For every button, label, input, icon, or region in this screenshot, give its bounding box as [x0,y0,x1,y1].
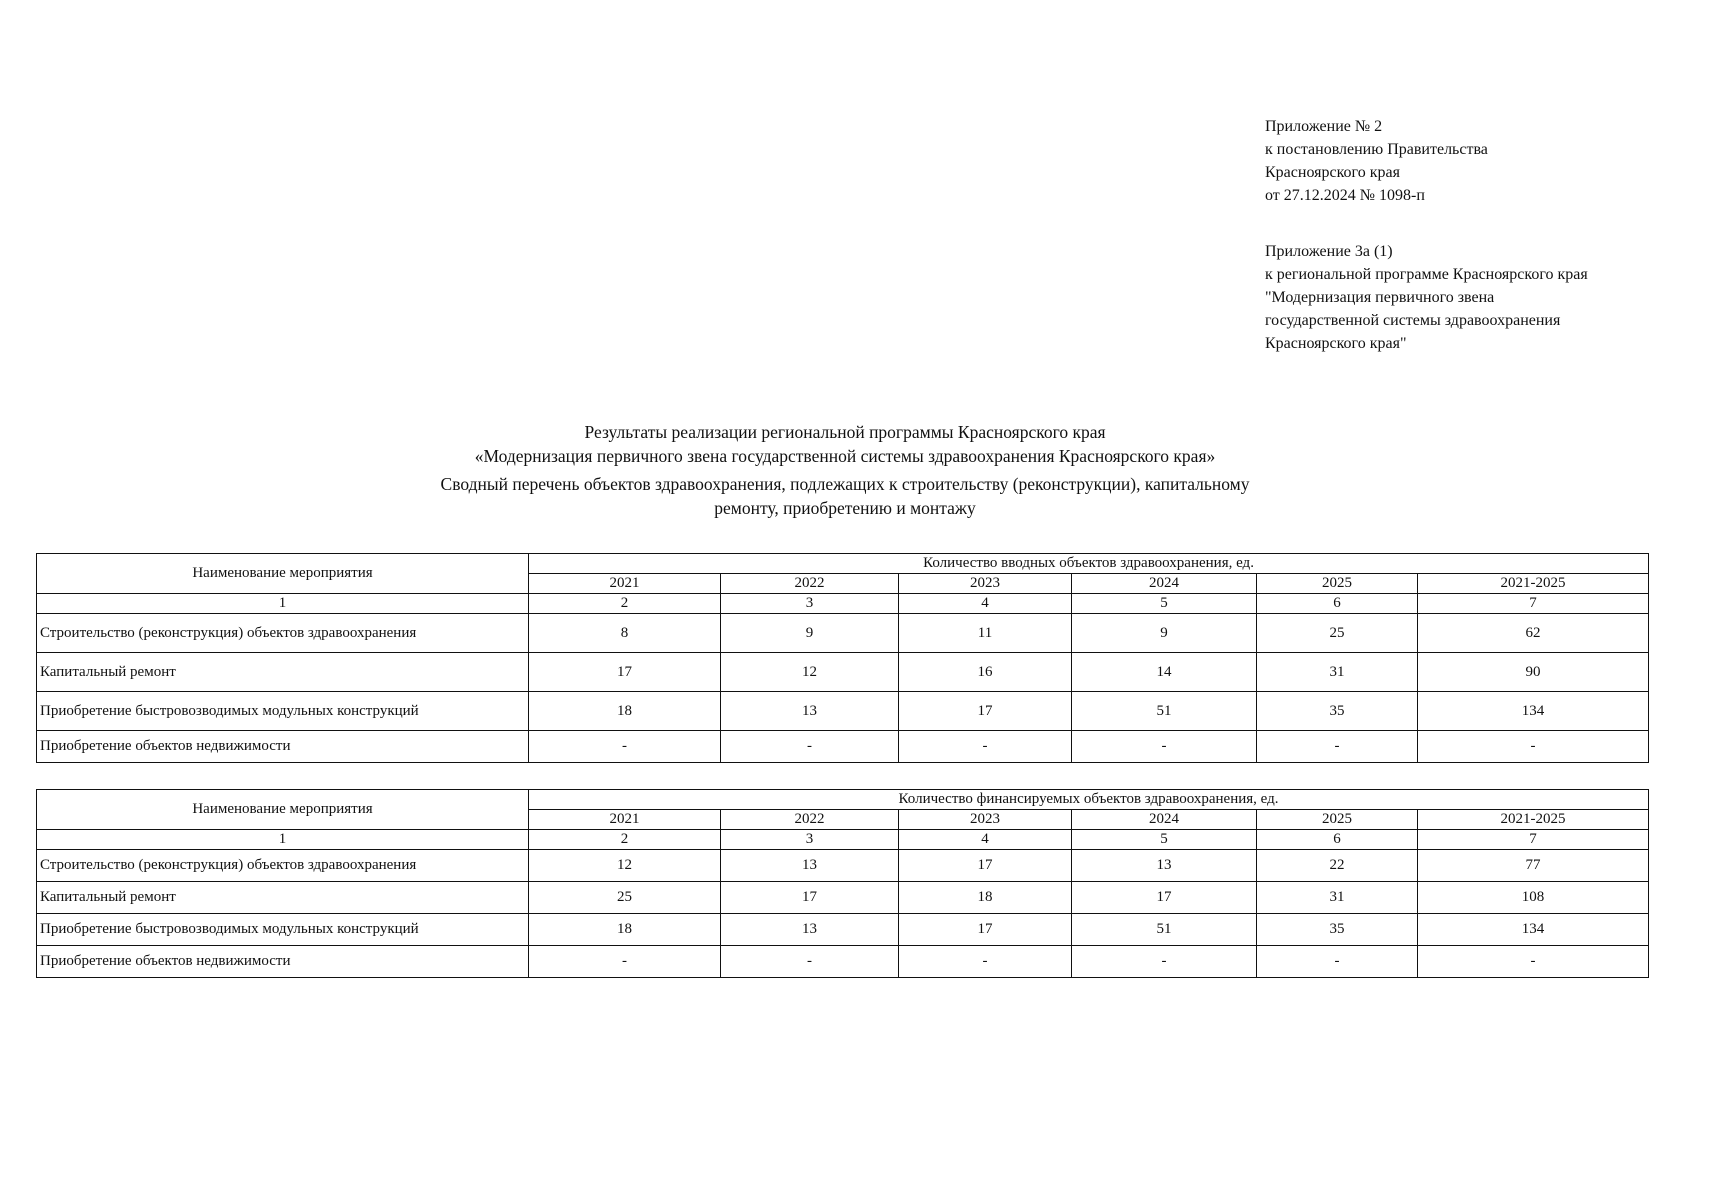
column-number: 7 [1418,830,1649,850]
row-name: Приобретение быстровозводимых модульных конструкций [37,692,529,731]
table-row [37,914,1649,946]
year-header: 2024 [1072,574,1257,594]
row-name: Приобретение объектов недвижимости [37,946,529,978]
cell-value: 17 [1072,882,1257,914]
cell-value: 13 [721,914,899,946]
row-name: Капитальный ремонт [37,653,529,692]
column-number-row [37,830,1649,850]
cell-value: 8 [529,614,721,653]
cell-value: 90 [1418,653,1649,692]
cell-value: 17 [899,850,1072,882]
cell-value: 12 [529,850,721,882]
document-title [300,420,1390,520]
decree-annex-note [1265,115,1488,207]
cell-value: - [721,946,899,978]
column-number: 1 [37,830,529,850]
column-number: 3 [721,830,899,850]
year-header: 2024 [1072,810,1257,830]
cell-value: 22 [1257,850,1418,882]
financed-objects-table [36,789,1649,978]
table-row [37,882,1649,914]
table-row [37,850,1649,882]
cell-value: 77 [1418,850,1649,882]
column-header-name: Наименование мероприятия [37,554,529,594]
annex-line: к постановлению Правительства [1265,141,1488,158]
table-row [37,946,1649,978]
table-row [37,614,1649,653]
cell-value: - [1072,731,1257,763]
group-header: Количество вводных объектов здравоохранения, ед. [529,554,1649,574]
column-number: 6 [1257,830,1418,850]
row-name: Приобретение быстровозводимых модульных конструкций [37,914,529,946]
cell-value: 51 [1072,692,1257,731]
annex-line: "Модернизация первичного звена [1265,289,1495,306]
year-header: 2025 [1257,810,1418,830]
year-header: 2022 [721,574,899,594]
cell-value: 13 [721,850,899,882]
cell-value: - [1418,731,1649,763]
table-row [37,653,1649,692]
table-row [37,731,1649,763]
cell-value: 31 [1257,653,1418,692]
year-header: 2022 [721,810,899,830]
year-header: 2021-2025 [1418,574,1649,594]
year-header: 2021 [529,574,721,594]
column-number: 5 [1072,594,1257,614]
program-annex-note [1265,240,1588,355]
commissioned-objects-table [36,553,1649,763]
column-number: 4 [899,594,1072,614]
row-name: Приобретение объектов недвижимости [37,731,529,763]
cell-value: 18 [899,882,1072,914]
cell-value: 31 [1257,882,1418,914]
cell-value: - [1257,731,1418,763]
cell-value: 12 [721,653,899,692]
cell-value: - [529,946,721,978]
cell-value: 25 [1257,614,1418,653]
cell-value: 14 [1072,653,1257,692]
cell-value: 51 [1072,914,1257,946]
title-line-1: Результаты реализации региональной программы Красноярского края [584,422,1106,442]
cell-value: 17 [899,692,1072,731]
title-line-2: «Модернизация первичного звена государственной системы здравоохранения Красноярского края» [474,446,1216,466]
cell-value: 134 [1418,914,1649,946]
cell-value: 62 [1418,614,1649,653]
cell-value: 17 [721,882,899,914]
group-header: Количество финансируемых объектов здравоохранения, ед. [529,790,1649,810]
cell-value: 18 [529,914,721,946]
cell-value: - [899,946,1072,978]
cell-value: 17 [529,653,721,692]
row-name: Капитальный ремонт [37,882,529,914]
annex-line: Приложение № 2 [1265,118,1383,135]
annex-line: к региональной программе Красноярского края [1265,266,1588,283]
cell-value: 18 [529,692,721,731]
cell-value: 17 [899,914,1072,946]
annex-line: Приложение 3а (1) [1265,243,1393,260]
cell-value: - [529,731,721,763]
cell-value: - [1418,946,1649,978]
cell-value: 11 [899,614,1072,653]
cell-value: 134 [1418,692,1649,731]
cell-value: - [899,731,1072,763]
row-name: Строительство (реконструкция) объектов здравоохранения [37,614,529,653]
cell-value: 9 [721,614,899,653]
column-number: 6 [1257,594,1418,614]
column-number: 5 [1072,830,1257,850]
cell-value: - [1072,946,1257,978]
year-header: 2021 [529,810,721,830]
cell-value: 25 [529,882,721,914]
table-row [37,692,1649,731]
cell-value: 13 [1072,850,1257,882]
row-name: Строительство (реконструкция) объектов здравоохранения [37,850,529,882]
year-header: 2021-2025 [1418,810,1649,830]
year-header: 2023 [899,574,1072,594]
cell-value: 35 [1257,914,1418,946]
year-header: 2023 [899,810,1072,830]
cell-value: 16 [899,653,1072,692]
column-number-row [37,594,1649,614]
column-number: 2 [529,830,721,850]
cell-value: 13 [721,692,899,731]
column-number: 3 [721,594,899,614]
title-line-4: ремонту, приобретению и монтажу [714,498,976,518]
column-number: 7 [1418,594,1649,614]
column-number: 2 [529,594,721,614]
annex-line: Красноярского края [1265,164,1400,181]
title-line-3: Сводный перечень объектов здравоохранения, подлежащих к строительству (реконструкции), капитальному [440,474,1250,494]
cell-value: 108 [1418,882,1649,914]
annex-line: от 27.12.2024 № 1098-п [1265,187,1425,204]
cell-value: 35 [1257,692,1418,731]
column-header-name: Наименование мероприятия [37,790,529,830]
cell-value: 9 [1072,614,1257,653]
year-header: 2025 [1257,574,1418,594]
column-number: 1 [37,594,529,614]
annex-line: государственной системы здравоохранения [1265,312,1561,329]
column-number: 4 [899,830,1072,850]
cell-value: - [1257,946,1418,978]
annex-line: Красноярского края" [1265,335,1407,352]
cell-value: - [721,731,899,763]
